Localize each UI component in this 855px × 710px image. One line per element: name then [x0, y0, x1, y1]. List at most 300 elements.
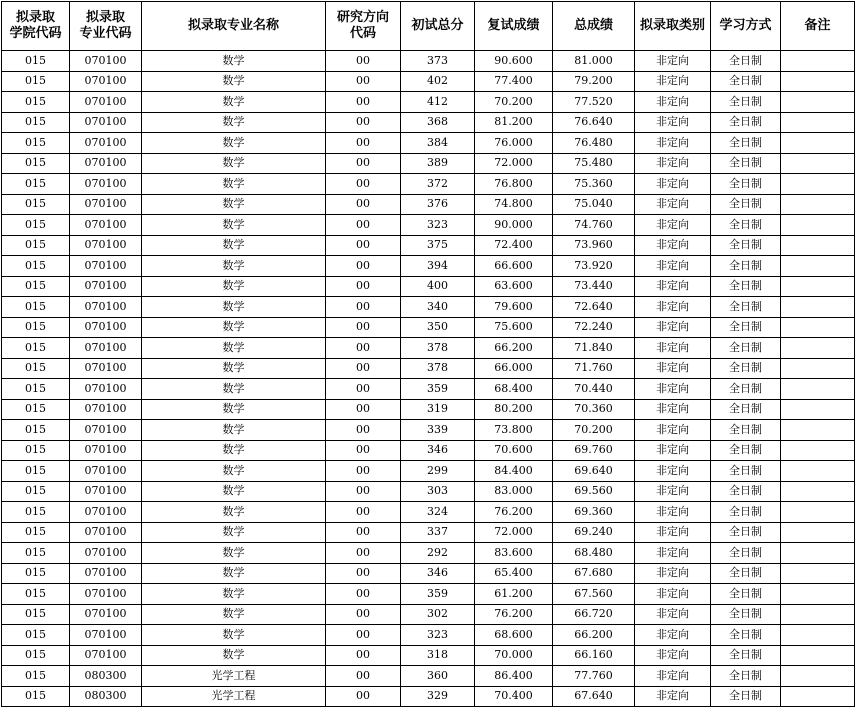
header-direction-code	[326, 2, 401, 51]
study-mode-cell: 全日制	[711, 420, 781, 441]
major-code-cell: 070100	[70, 153, 142, 174]
admission-type-cell: 非定向	[635, 174, 711, 195]
table-row	[2, 235, 855, 256]
header-line: 代码	[349, 26, 376, 41]
total-score-cell: 79.200	[553, 71, 635, 92]
total-score-cell: 69.360	[553, 502, 635, 523]
initial-score-cell: 318	[401, 645, 475, 666]
admission-type-cell: 非定向	[635, 666, 711, 687]
table-row	[2, 256, 855, 277]
college-code-cell: 015	[2, 502, 70, 523]
major-code-cell: 070100	[70, 502, 142, 523]
total-score-cell: 73.960	[553, 235, 635, 256]
retest-score-cell: 83.600	[475, 543, 553, 564]
total-score-cell: 69.760	[553, 440, 635, 461]
retest-score-cell: 70.400	[475, 686, 553, 707]
major-code-cell: 070100	[70, 71, 142, 92]
major-name-cell: 数学	[142, 604, 326, 625]
study-mode-cell: 全日制	[711, 645, 781, 666]
major-name-cell: 数学	[142, 338, 326, 359]
remarks-cell	[781, 420, 855, 441]
remarks-cell	[781, 666, 855, 687]
remarks-cell	[781, 502, 855, 523]
initial-score-cell: 376	[401, 194, 475, 215]
table-row	[2, 112, 855, 133]
header-line: 专业代码	[79, 26, 132, 41]
remarks-cell	[781, 92, 855, 113]
direction-code-cell: 00	[326, 502, 401, 523]
initial-score-cell: 292	[401, 543, 475, 564]
total-score-cell: 77.760	[553, 666, 635, 687]
direction-code-cell: 00	[326, 420, 401, 441]
remarks-cell	[781, 604, 855, 625]
study-mode-cell: 全日制	[711, 153, 781, 174]
major-code-cell: 070100	[70, 461, 142, 482]
initial-score-cell: 373	[401, 51, 475, 72]
retest-score-cell: 77.400	[475, 71, 553, 92]
initial-score-cell: 359	[401, 584, 475, 605]
direction-code-cell: 00	[326, 563, 401, 584]
direction-code-cell: 00	[326, 71, 401, 92]
study-mode-cell: 全日制	[711, 112, 781, 133]
study-mode-cell: 全日制	[711, 666, 781, 687]
remarks-cell	[781, 235, 855, 256]
major-code-cell: 080300	[70, 686, 142, 707]
study-mode-cell: 全日制	[711, 625, 781, 646]
header-admission-type	[635, 2, 711, 51]
study-mode-cell: 全日制	[711, 235, 781, 256]
total-score-cell: 70.360	[553, 399, 635, 420]
admission-type-cell: 非定向	[635, 358, 711, 379]
major-code-cell: 070100	[70, 215, 142, 236]
major-name-cell: 数学	[142, 317, 326, 338]
header-major-name	[142, 2, 326, 51]
major-code-cell: 070100	[70, 276, 142, 297]
retest-score-cell: 81.200	[475, 112, 553, 133]
total-score-cell: 71.840	[553, 338, 635, 359]
direction-code-cell: 00	[326, 235, 401, 256]
major-name-cell: 数学	[142, 563, 326, 584]
direction-code-cell: 00	[326, 153, 401, 174]
study-mode-cell: 全日制	[711, 584, 781, 605]
admission-type-cell: 非定向	[635, 440, 711, 461]
total-score-cell: 73.920	[553, 256, 635, 277]
initial-score-cell: 319	[401, 399, 475, 420]
header-line: 备注	[804, 18, 831, 33]
remarks-cell	[781, 297, 855, 318]
direction-code-cell: 00	[326, 604, 401, 625]
total-score-cell: 75.480	[553, 153, 635, 174]
initial-score-cell: 378	[401, 338, 475, 359]
major-code-cell: 070100	[70, 256, 142, 277]
initial-score-cell: 337	[401, 522, 475, 543]
remarks-cell	[781, 153, 855, 174]
retest-score-cell: 70.200	[475, 92, 553, 113]
study-mode-cell: 全日制	[711, 256, 781, 277]
total-score-cell: 72.240	[553, 317, 635, 338]
header-remarks	[781, 2, 855, 51]
direction-code-cell: 00	[326, 174, 401, 195]
initial-score-cell: 339	[401, 420, 475, 441]
initial-score-cell: 402	[401, 71, 475, 92]
remarks-cell	[781, 51, 855, 72]
admission-table	[1, 1, 855, 707]
total-score-cell: 67.640	[553, 686, 635, 707]
retest-score-cell: 72.000	[475, 522, 553, 543]
header-initial-score	[401, 2, 475, 51]
direction-code-cell: 00	[326, 543, 401, 564]
total-score-cell: 66.720	[553, 604, 635, 625]
study-mode-cell: 全日制	[711, 481, 781, 502]
remarks-cell	[781, 522, 855, 543]
college-code-cell: 015	[2, 686, 70, 707]
study-mode-cell: 全日制	[711, 92, 781, 113]
admission-type-cell: 非定向	[635, 686, 711, 707]
study-mode-cell: 全日制	[711, 71, 781, 92]
initial-score-cell: 412	[401, 92, 475, 113]
remarks-cell	[781, 625, 855, 646]
header-line: 复试成绩	[487, 18, 540, 33]
header-line: 学习方式	[719, 18, 772, 33]
total-score-cell: 70.440	[553, 379, 635, 400]
table-body	[2, 51, 855, 707]
initial-score-cell: 350	[401, 317, 475, 338]
remarks-cell	[781, 194, 855, 215]
retest-score-cell: 66.600	[475, 256, 553, 277]
direction-code-cell: 00	[326, 666, 401, 687]
major-code-cell: 070100	[70, 112, 142, 133]
table-row	[2, 666, 855, 687]
college-code-cell: 015	[2, 543, 70, 564]
initial-score-cell: 360	[401, 666, 475, 687]
table-row	[2, 92, 855, 113]
college-code-cell: 015	[2, 235, 70, 256]
major-code-cell: 070100	[70, 399, 142, 420]
admission-type-cell: 非定向	[635, 502, 711, 523]
study-mode-cell: 全日制	[711, 317, 781, 338]
direction-code-cell: 00	[326, 625, 401, 646]
initial-score-cell: 324	[401, 502, 475, 523]
header-line: 拟录取	[15, 10, 55, 25]
major-name-cell: 数学	[142, 502, 326, 523]
study-mode-cell: 全日制	[711, 604, 781, 625]
college-code-cell: 015	[2, 215, 70, 236]
header-study-mode	[711, 2, 781, 51]
retest-score-cell: 70.600	[475, 440, 553, 461]
admission-type-cell: 非定向	[635, 338, 711, 359]
remarks-cell	[781, 215, 855, 236]
study-mode-cell: 全日制	[711, 461, 781, 482]
direction-code-cell: 00	[326, 461, 401, 482]
retest-score-cell: 76.200	[475, 502, 553, 523]
initial-score-cell: 394	[401, 256, 475, 277]
remarks-cell	[781, 338, 855, 359]
admission-type-cell: 非定向	[635, 297, 711, 318]
retest-score-cell: 76.800	[475, 174, 553, 195]
header-total-score	[553, 2, 635, 51]
admission-type-cell: 非定向	[635, 563, 711, 584]
direction-code-cell: 00	[326, 276, 401, 297]
header-college-code	[2, 2, 70, 51]
admission-type-cell: 非定向	[635, 543, 711, 564]
table-row	[2, 317, 855, 338]
initial-score-cell: 384	[401, 133, 475, 154]
initial-score-cell: 359	[401, 379, 475, 400]
major-code-cell: 070100	[70, 317, 142, 338]
table-row	[2, 420, 855, 441]
admission-type-cell: 非定向	[635, 461, 711, 482]
remarks-cell	[781, 563, 855, 584]
admission-type-cell: 非定向	[635, 235, 711, 256]
college-code-cell: 015	[2, 92, 70, 113]
admission-type-cell: 非定向	[635, 215, 711, 236]
total-score-cell: 67.560	[553, 584, 635, 605]
retest-score-cell: 63.600	[475, 276, 553, 297]
direction-code-cell: 00	[326, 338, 401, 359]
header-line: 初试总分	[411, 18, 464, 33]
college-code-cell: 015	[2, 604, 70, 625]
total-score-cell: 68.480	[553, 543, 635, 564]
major-name-cell: 数学	[142, 440, 326, 461]
major-name-cell: 数学	[142, 133, 326, 154]
total-score-cell: 75.360	[553, 174, 635, 195]
study-mode-cell: 全日制	[711, 399, 781, 420]
table-row	[2, 440, 855, 461]
remarks-cell	[781, 71, 855, 92]
major-name-cell: 数学	[142, 420, 326, 441]
remarks-cell	[781, 481, 855, 502]
major-name-cell: 数学	[142, 358, 326, 379]
table-row	[2, 358, 855, 379]
remarks-cell	[781, 543, 855, 564]
study-mode-cell: 全日制	[711, 51, 781, 72]
table-row	[2, 584, 855, 605]
major-code-cell: 070100	[70, 235, 142, 256]
major-code-cell: 070100	[70, 92, 142, 113]
retest-score-cell: 68.600	[475, 625, 553, 646]
retest-score-cell: 74.800	[475, 194, 553, 215]
retest-score-cell: 70.000	[475, 645, 553, 666]
admission-type-cell: 非定向	[635, 399, 711, 420]
college-code-cell: 015	[2, 461, 70, 482]
retest-score-cell: 79.600	[475, 297, 553, 318]
retest-score-cell: 76.200	[475, 604, 553, 625]
table-row	[2, 153, 855, 174]
table-row	[2, 625, 855, 646]
study-mode-cell: 全日制	[711, 543, 781, 564]
initial-score-cell: 329	[401, 686, 475, 707]
major-name-cell: 光学工程	[142, 686, 326, 707]
initial-score-cell: 372	[401, 174, 475, 195]
major-code-cell: 070100	[70, 543, 142, 564]
direction-code-cell: 00	[326, 215, 401, 236]
total-score-cell: 81.000	[553, 51, 635, 72]
study-mode-cell: 全日制	[711, 133, 781, 154]
study-mode-cell: 全日制	[711, 215, 781, 236]
major-name-cell: 数学	[142, 92, 326, 113]
table-row	[2, 297, 855, 318]
initial-score-cell: 340	[401, 297, 475, 318]
college-code-cell: 015	[2, 174, 70, 195]
remarks-cell	[781, 358, 855, 379]
admission-type-cell: 非定向	[635, 194, 711, 215]
college-code-cell: 015	[2, 584, 70, 605]
admission-type-cell: 非定向	[635, 584, 711, 605]
retest-score-cell: 75.600	[475, 317, 553, 338]
college-code-cell: 015	[2, 71, 70, 92]
direction-code-cell: 00	[326, 133, 401, 154]
table-row	[2, 461, 855, 482]
remarks-cell	[781, 399, 855, 420]
major-name-cell: 数学	[142, 543, 326, 564]
major-name-cell: 数学	[142, 112, 326, 133]
major-name-cell: 数学	[142, 51, 326, 72]
total-score-cell: 66.160	[553, 645, 635, 666]
college-code-cell: 015	[2, 358, 70, 379]
admission-type-cell: 非定向	[635, 153, 711, 174]
total-score-cell: 76.480	[553, 133, 635, 154]
college-code-cell: 015	[2, 625, 70, 646]
table-row	[2, 686, 855, 707]
major-name-cell: 数学	[142, 522, 326, 543]
college-code-cell: 015	[2, 297, 70, 318]
major-code-cell: 070100	[70, 194, 142, 215]
major-code-cell: 070100	[70, 584, 142, 605]
direction-code-cell: 00	[326, 256, 401, 277]
college-code-cell: 015	[2, 112, 70, 133]
initial-score-cell: 400	[401, 276, 475, 297]
remarks-cell	[781, 276, 855, 297]
initial-score-cell: 303	[401, 481, 475, 502]
admission-type-cell: 非定向	[635, 379, 711, 400]
college-code-cell: 015	[2, 563, 70, 584]
major-name-cell: 数学	[142, 625, 326, 646]
total-score-cell: 69.240	[553, 522, 635, 543]
direction-code-cell: 00	[326, 92, 401, 113]
admission-type-cell: 非定向	[635, 604, 711, 625]
retest-score-cell: 68.400	[475, 379, 553, 400]
total-score-cell: 70.200	[553, 420, 635, 441]
table-row	[2, 604, 855, 625]
remarks-cell	[781, 461, 855, 482]
admission-type-cell: 非定向	[635, 420, 711, 441]
header-row	[2, 2, 855, 51]
major-name-cell: 数学	[142, 297, 326, 318]
remarks-cell	[781, 256, 855, 277]
direction-code-cell: 00	[326, 358, 401, 379]
table-row	[2, 543, 855, 564]
header-line: 拟录取类别	[639, 18, 705, 33]
major-code-cell: 070100	[70, 645, 142, 666]
major-name-cell: 数学	[142, 235, 326, 256]
total-score-cell: 75.040	[553, 194, 635, 215]
major-name-cell: 数学	[142, 584, 326, 605]
header-line: 研究方向	[336, 10, 389, 25]
major-code-cell: 070100	[70, 51, 142, 72]
header-retest-score	[475, 2, 553, 51]
study-mode-cell: 全日制	[711, 174, 781, 195]
study-mode-cell: 全日制	[711, 522, 781, 543]
total-score-cell: 76.640	[553, 112, 635, 133]
major-name-cell: 数学	[142, 153, 326, 174]
admission-type-cell: 非定向	[635, 481, 711, 502]
initial-score-cell: 323	[401, 215, 475, 236]
initial-score-cell: 378	[401, 358, 475, 379]
major-code-cell: 070100	[70, 481, 142, 502]
major-name-cell: 数学	[142, 71, 326, 92]
major-code-cell: 070100	[70, 297, 142, 318]
major-code-cell: 070100	[70, 133, 142, 154]
direction-code-cell: 00	[326, 379, 401, 400]
table-row	[2, 215, 855, 236]
retest-score-cell: 90.000	[475, 215, 553, 236]
total-score-cell: 69.640	[553, 461, 635, 482]
table-row	[2, 194, 855, 215]
retest-score-cell: 90.600	[475, 51, 553, 72]
college-code-cell: 015	[2, 51, 70, 72]
college-code-cell: 015	[2, 666, 70, 687]
retest-score-cell: 83.000	[475, 481, 553, 502]
study-mode-cell: 全日制	[711, 358, 781, 379]
direction-code-cell: 00	[326, 481, 401, 502]
table-row	[2, 481, 855, 502]
remarks-cell	[781, 584, 855, 605]
study-mode-cell: 全日制	[711, 686, 781, 707]
major-name-cell: 数学	[142, 481, 326, 502]
retest-score-cell: 66.000	[475, 358, 553, 379]
study-mode-cell: 全日制	[711, 276, 781, 297]
total-score-cell: 66.200	[553, 625, 635, 646]
direction-code-cell: 00	[326, 686, 401, 707]
remarks-cell	[781, 133, 855, 154]
admission-type-cell: 非定向	[635, 71, 711, 92]
table-row	[2, 563, 855, 584]
major-code-cell: 070100	[70, 174, 142, 195]
major-code-cell: 070100	[70, 522, 142, 543]
header-line: 学院代码	[9, 26, 62, 41]
header-line: 拟录取	[85, 10, 125, 25]
admission-type-cell: 非定向	[635, 133, 711, 154]
table-header	[2, 2, 855, 51]
study-mode-cell: 全日制	[711, 379, 781, 400]
header-line: 总成绩	[573, 18, 613, 33]
total-score-cell: 73.440	[553, 276, 635, 297]
admission-type-cell: 非定向	[635, 256, 711, 277]
college-code-cell: 015	[2, 194, 70, 215]
table-row	[2, 71, 855, 92]
major-name-cell: 光学工程	[142, 666, 326, 687]
retest-score-cell: 80.200	[475, 399, 553, 420]
remarks-cell	[781, 686, 855, 707]
college-code-cell: 015	[2, 153, 70, 174]
admission-type-cell: 非定向	[635, 625, 711, 646]
total-score-cell: 69.560	[553, 481, 635, 502]
table-row	[2, 338, 855, 359]
college-code-cell: 015	[2, 420, 70, 441]
initial-score-cell: 375	[401, 235, 475, 256]
remarks-cell	[781, 112, 855, 133]
table-row	[2, 379, 855, 400]
header-line: 拟录取专业名称	[187, 18, 279, 33]
college-code-cell: 015	[2, 338, 70, 359]
total-score-cell: 67.680	[553, 563, 635, 584]
major-code-cell: 070100	[70, 625, 142, 646]
major-name-cell: 数学	[142, 215, 326, 236]
total-score-cell: 72.640	[553, 297, 635, 318]
major-code-cell: 080300	[70, 666, 142, 687]
total-score-cell: 77.520	[553, 92, 635, 113]
major-code-cell: 070100	[70, 440, 142, 461]
